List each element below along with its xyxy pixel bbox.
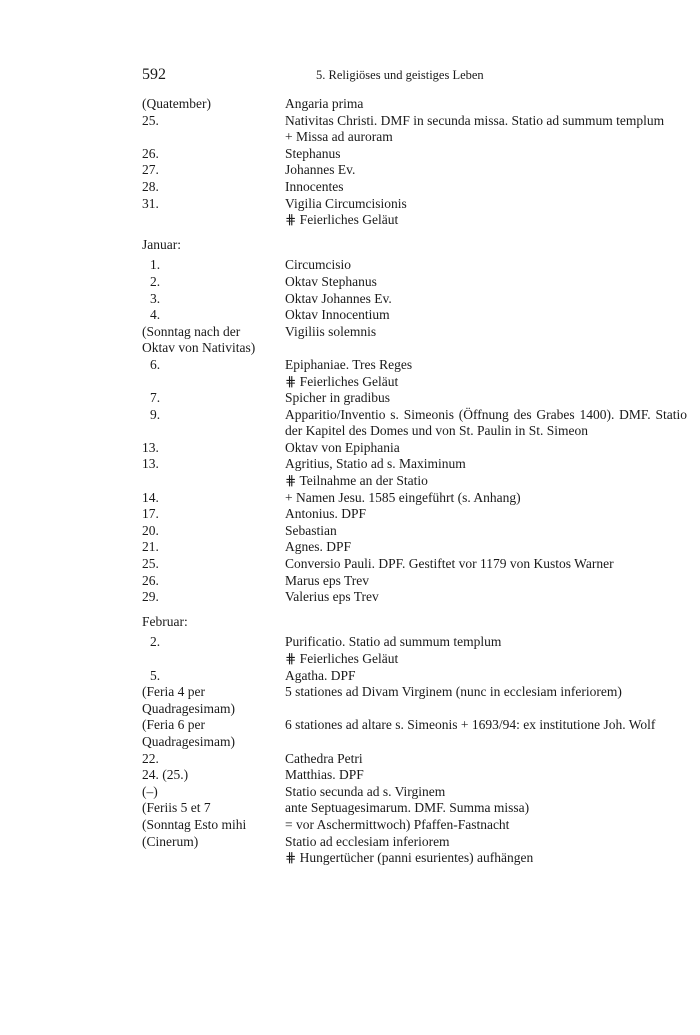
running-title: 5. Religiöses und geistiges Leben: [316, 68, 484, 82]
entry-date: (Sonntag Esto mihi: [142, 816, 247, 832]
entry-line: ⋕ Teilnahme an der Statio: [285, 473, 428, 489]
section-januar: [142, 257, 687, 605]
entry-line: ⋕ Feierliches Geläut: [285, 651, 399, 666]
entry-date: (–): [142, 783, 158, 799]
entry-date: 14.: [142, 489, 159, 505]
entry-date: 4.: [150, 307, 161, 323]
entry-line: Statio secunda ad s. Virginem: [285, 783, 446, 799]
entry-line: Marus eps Trev: [285, 572, 370, 588]
entry-text: [285, 274, 687, 291]
calendar-entry: [142, 307, 687, 324]
entry-line: + Namen Jesu. 1585 eingeführt (s. Anhang): [285, 489, 521, 505]
entry-line: Antonius. DPF: [285, 506, 367, 522]
entry-text: [285, 589, 687, 606]
calendar-entry: [142, 834, 687, 867]
entry-line: ⋕ Feierliches Geläut: [285, 373, 399, 389]
calendar-entry: [142, 274, 687, 291]
entry-text: [285, 668, 687, 685]
entry-date: (Feria 4 per Quadragesimam): [142, 684, 235, 716]
entry-date: (Sonntag nach der Oktav von Nativitas): [142, 323, 256, 356]
entry-date: 24. (25.): [142, 767, 189, 783]
entry-line: Angaria prima: [285, 96, 364, 111]
entry-date: 25.: [142, 112, 159, 128]
section-februar: [142, 634, 687, 866]
entry-date: 29.: [142, 589, 159, 605]
calendar-entry: [142, 96, 687, 113]
entry-text: [285, 113, 687, 146]
entry-line: Johannes Ev.: [285, 162, 356, 178]
entry-date: 27.: [142, 162, 159, 178]
feast-calendar: [142, 96, 687, 867]
page-header: [142, 66, 687, 84]
calendar-entry: [142, 257, 687, 274]
calendar-entry: [142, 800, 687, 817]
entry-date: 26.: [142, 145, 159, 161]
entry-date: (Feria 6 per Quadragesimam): [142, 717, 235, 749]
calendar-entry: [142, 196, 687, 229]
calendar-entry: [142, 291, 687, 308]
entry-line: ⋕ Hungertücher (panni esurientes) aufhängen: [285, 850, 534, 866]
entry-text: [285, 291, 687, 308]
calendar-entry: [142, 751, 687, 768]
entry-text: [285, 751, 687, 768]
entry-text: [285, 390, 687, 407]
entry-line: Agatha. DPF: [285, 667, 356, 683]
entry-text: [285, 162, 687, 179]
entry-line: = vor Aschermittwoch) Pfaffen-Fastnacht: [285, 816, 510, 832]
calendar-entry: [142, 179, 687, 196]
entry-line: Oktav von Epiphania: [285, 439, 400, 455]
entry-line: Agnes. DPF: [285, 539, 352, 555]
calendar-entry: [142, 357, 687, 390]
calendar-entry: [142, 506, 687, 523]
entry-line: Nativitas Christi. DMF in secunda missa. Statio ad summum templum: [285, 112, 665, 128]
entry-date: 3.: [150, 290, 161, 306]
calendar-entry: [142, 162, 687, 179]
entry-text: [285, 490, 687, 507]
entry-line: + Missa ad auroram: [285, 129, 393, 145]
entry-date: 25.: [142, 556, 159, 572]
calendar-entry: [142, 634, 687, 667]
entry-date: 31.: [142, 195, 159, 211]
entry-line: Purificatio. Statio ad summum templum: [285, 634, 502, 650]
calendar-entry: [142, 146, 687, 163]
entry-date: (Quatember): [142, 96, 211, 111]
entry-text: [285, 684, 687, 717]
entry-text: [285, 407, 687, 440]
entry-line: Statio ad ecclesiam inferiorem: [285, 833, 450, 849]
entry-line: 5 stationes ad Divam Virginem (nunc in ecclesiam inferiorem): [285, 684, 622, 700]
calendar-entry: [142, 490, 687, 507]
entry-text: [285, 834, 687, 867]
entry-text: [285, 506, 687, 523]
entry-date: 26.: [142, 572, 159, 588]
entry-date: 22.: [142, 750, 159, 766]
entry-line: ⋕ Feierliches Geläut: [285, 212, 399, 228]
entry-line: 6 stationes ad altare s. Simeonis + 1693/94: ex institutione Joh. Wolf: [285, 717, 656, 733]
entry-line: Circumcisio: [285, 257, 351, 273]
entry-line: Agritius, Statio ad s. Maximinum: [285, 456, 466, 472]
calendar-entry: [142, 556, 687, 573]
entry-date: (Cinerum): [142, 833, 199, 849]
entry-line: Vigilia Circumcisionis: [285, 195, 407, 211]
calendar-entry: [142, 717, 687, 750]
entry-line: Oktav Stephanus: [285, 273, 377, 289]
entry-text: [285, 800, 687, 817]
calendar-entry: [142, 668, 687, 685]
entry-date: 5.: [150, 667, 161, 683]
calendar-entry: [142, 324, 687, 357]
entry-line: Oktav Innocentium: [285, 307, 390, 323]
entry-date: 28.: [142, 178, 159, 194]
entry-text: [285, 96, 687, 113]
entry-text: [285, 573, 687, 590]
entry-date: 2.: [150, 273, 161, 289]
page-number: 592: [142, 66, 166, 83]
section-heading-januar: Januar:: [142, 236, 181, 252]
entry-text: [285, 634, 687, 667]
entry-line: Matthias. DPF: [285, 767, 364, 783]
entry-text: [285, 196, 687, 229]
entry-text: [285, 146, 687, 163]
entry-line: Conversio Pauli. DPF. Gestiftet vor 1179 von Kustos Warner: [285, 556, 614, 572]
entry-text: [285, 817, 687, 834]
section-heading-februar: Februar:: [142, 613, 188, 629]
entry-date: 1.: [150, 257, 161, 273]
entry-line: Valerius eps Trev: [285, 589, 379, 605]
entry-text: [285, 539, 687, 556]
calendar-entry: [142, 440, 687, 457]
entry-line: Innocentes: [285, 178, 344, 194]
calendar-entry: [142, 523, 687, 540]
calendar-entry: [142, 573, 687, 590]
calendar-entry: [142, 390, 687, 407]
entry-date: 6.: [150, 356, 161, 372]
entry-date: 13.: [142, 456, 159, 472]
entry-text: [285, 767, 687, 784]
entry-date: 20.: [142, 522, 159, 538]
entry-text: [285, 784, 687, 801]
entry-date: 21.: [142, 539, 159, 555]
calendar-entry: [142, 539, 687, 556]
entry-text: [285, 556, 687, 573]
calendar-entry: [142, 684, 687, 717]
entry-line: Cathedra Petri: [285, 750, 363, 766]
entry-date: (Feriis 5 et 7: [142, 800, 211, 816]
entry-text: [285, 456, 687, 489]
entry-line: Oktav Johannes Ev.: [285, 290, 392, 306]
entry-date: 7.: [150, 390, 161, 406]
entry-line: Vigiliis solemnis: [285, 323, 377, 339]
calendar-entry: [142, 767, 687, 784]
entry-text: [285, 324, 687, 357]
calendar-entry: [142, 817, 687, 834]
calendar-entry: [142, 407, 687, 440]
entry-text: [285, 440, 687, 457]
entry-text: [285, 307, 687, 324]
entry-date: 17.: [142, 506, 159, 522]
calendar-entry: [142, 456, 687, 489]
entry-text: [285, 523, 687, 540]
entry-date: 13.: [142, 439, 159, 455]
entry-line: Sebastian: [285, 522, 337, 538]
entry-date: 2.: [150, 634, 161, 650]
entry-date: 9.: [150, 406, 161, 422]
calendar-entry: [142, 113, 687, 146]
entry-line: ante Septuagesimarum. DMF. Summa missa): [285, 800, 530, 816]
entry-line: Stephanus: [285, 145, 341, 161]
entry-text: [285, 257, 687, 274]
entry-line: Apparitio/Inventio s. Simeonis (Öffnung des Grabes 1400). DMF. Statio der Kapitel des Domes und von St. Paulin in St. Simeon: [285, 406, 687, 439]
entry-text: [285, 357, 687, 390]
entry-text: [285, 179, 687, 196]
calendar-entry: [142, 784, 687, 801]
calendar-entry: [142, 589, 687, 606]
entry-line: Epiphaniae. Tres Reges: [285, 356, 413, 372]
entry-line: Spicher in gradibus: [285, 390, 390, 406]
section-dezember: [142, 96, 687, 229]
entry-text: [285, 717, 687, 750]
